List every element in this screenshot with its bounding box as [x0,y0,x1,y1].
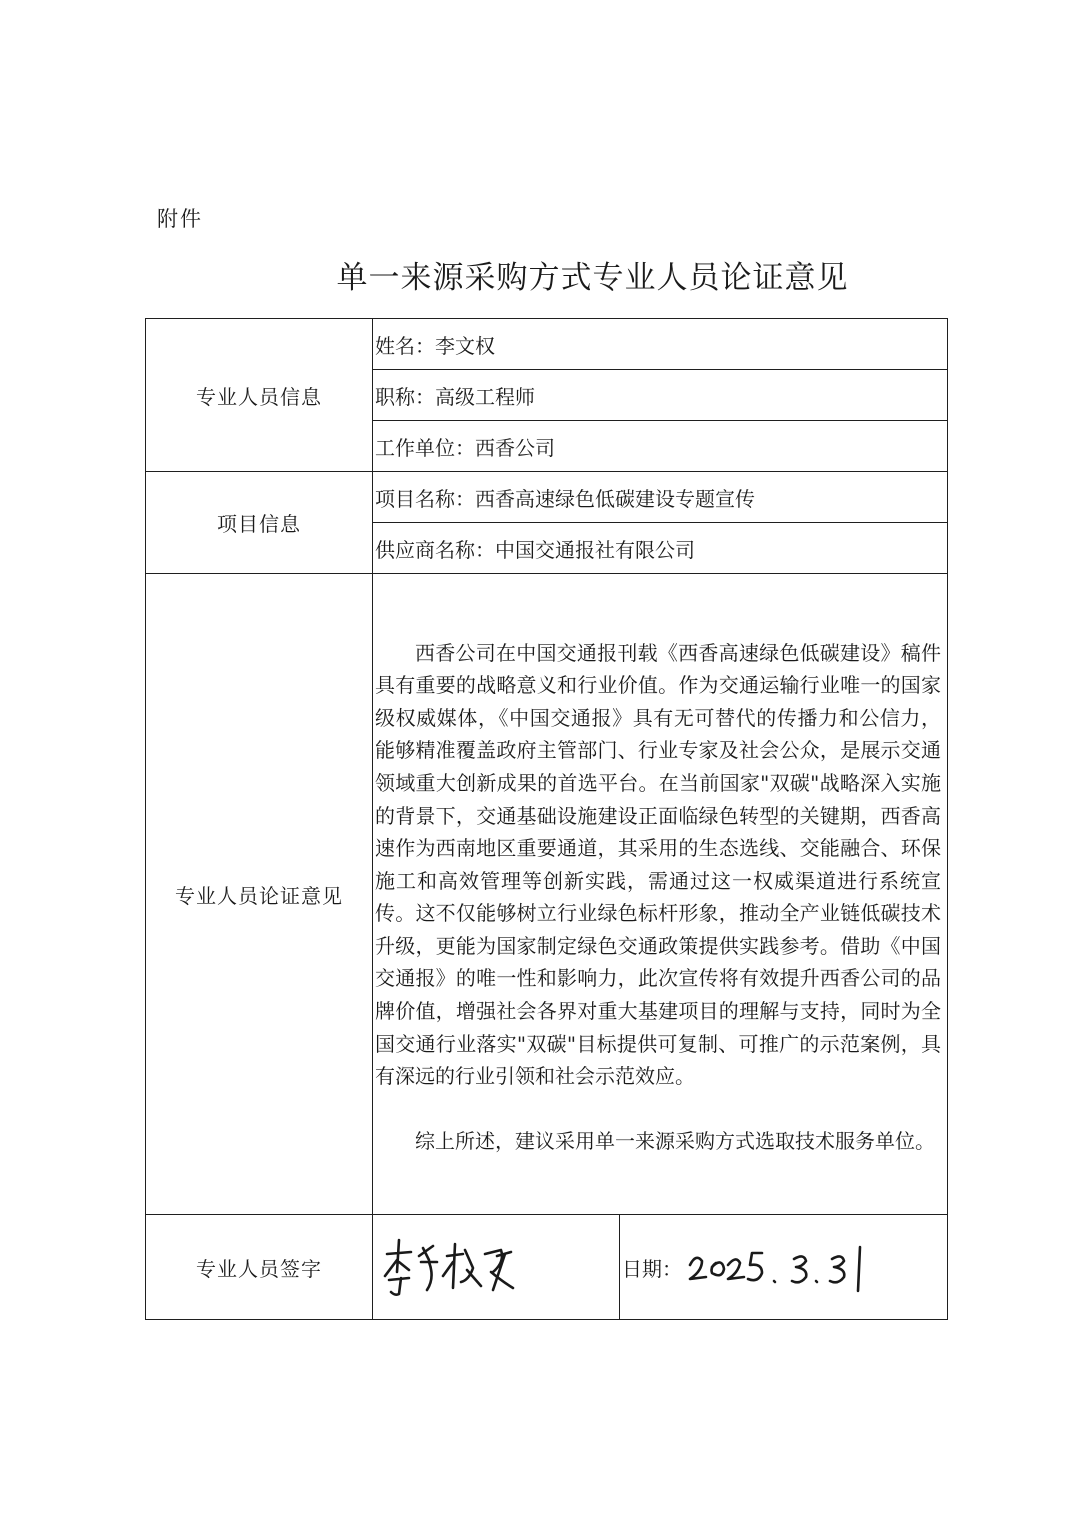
opinion-paragraph-1: 西香公司在中国交通报刊载《西香高速绿色低碳建设》稿件具有重要的战略意义和行业价值。作为交通运输行业唯一的国家级权威媒体，《中国交通报》具有无可替代的传播力和公信力，能够精准覆盖政府主管部门、行业专家及社会公众，是展示交通领域重大创新成果的首选平台。在当前国家"双碳"战略深入实施的背景下，交通基础设施建设正面临绿色转型的关键期，西香高速作为西南地区重要通道，其采用的生态选线、交能融合、环保施工和高效管理等创新实践，需通过这一权威渠道进行系统宣传。这不仅能够树立行业绿色标杆形象，推动全产业链低碳技术升级，更能为国家制定绿色交通政策提供实践参考。借助《中国交通报》的唯一性和影响力，此次宣传将有效提升西香公司的品牌价值，增强社会各界对重大基建项目的理解与支持，同时为全国交通行业落实"双碳"目标提供可复制、可推广的示范案例，具有深远的行业引领和社会示范效应。 [375,640,941,1089]
table-row [146,472,948,523]
document-title: 单一来源采购方式专业人员论证意见 [336,260,849,296]
professional-info-label: 专业人员信息 [146,319,373,472]
signature-label: 专业人员签字 [146,1215,373,1320]
name-field: 姓名：李文权 [373,319,948,370]
table-row [146,574,948,1215]
signature-cell [373,1215,620,1320]
handwritten-date [682,1239,882,1295]
form-table [145,318,948,1320]
opinion-paragraph-2: 综上所述，建议采用单一来源采购方式选取技术服务单位。 [415,1128,935,1153]
handwritten-signature [373,1232,543,1302]
opinion-label: 专业人员论证意见 [146,574,373,1215]
opinion-text [373,574,948,1215]
date-cell [620,1215,948,1320]
table-row [146,319,948,370]
job-title-field: 职称：高级工程师 [373,370,948,421]
date-label: 日期： [622,1256,682,1281]
project-name-field: 项目名称：西香高速绿色低碳建设专题宣传 [373,472,948,523]
table-row [146,1215,948,1320]
project-info-label: 项目信息 [146,472,373,574]
employer-field: 工作单位：西香公司 [373,421,948,472]
attachment-label: 附件 [157,207,203,231]
supplier-name-field: 供应商名称：中国交通报社有限公司 [373,523,948,574]
